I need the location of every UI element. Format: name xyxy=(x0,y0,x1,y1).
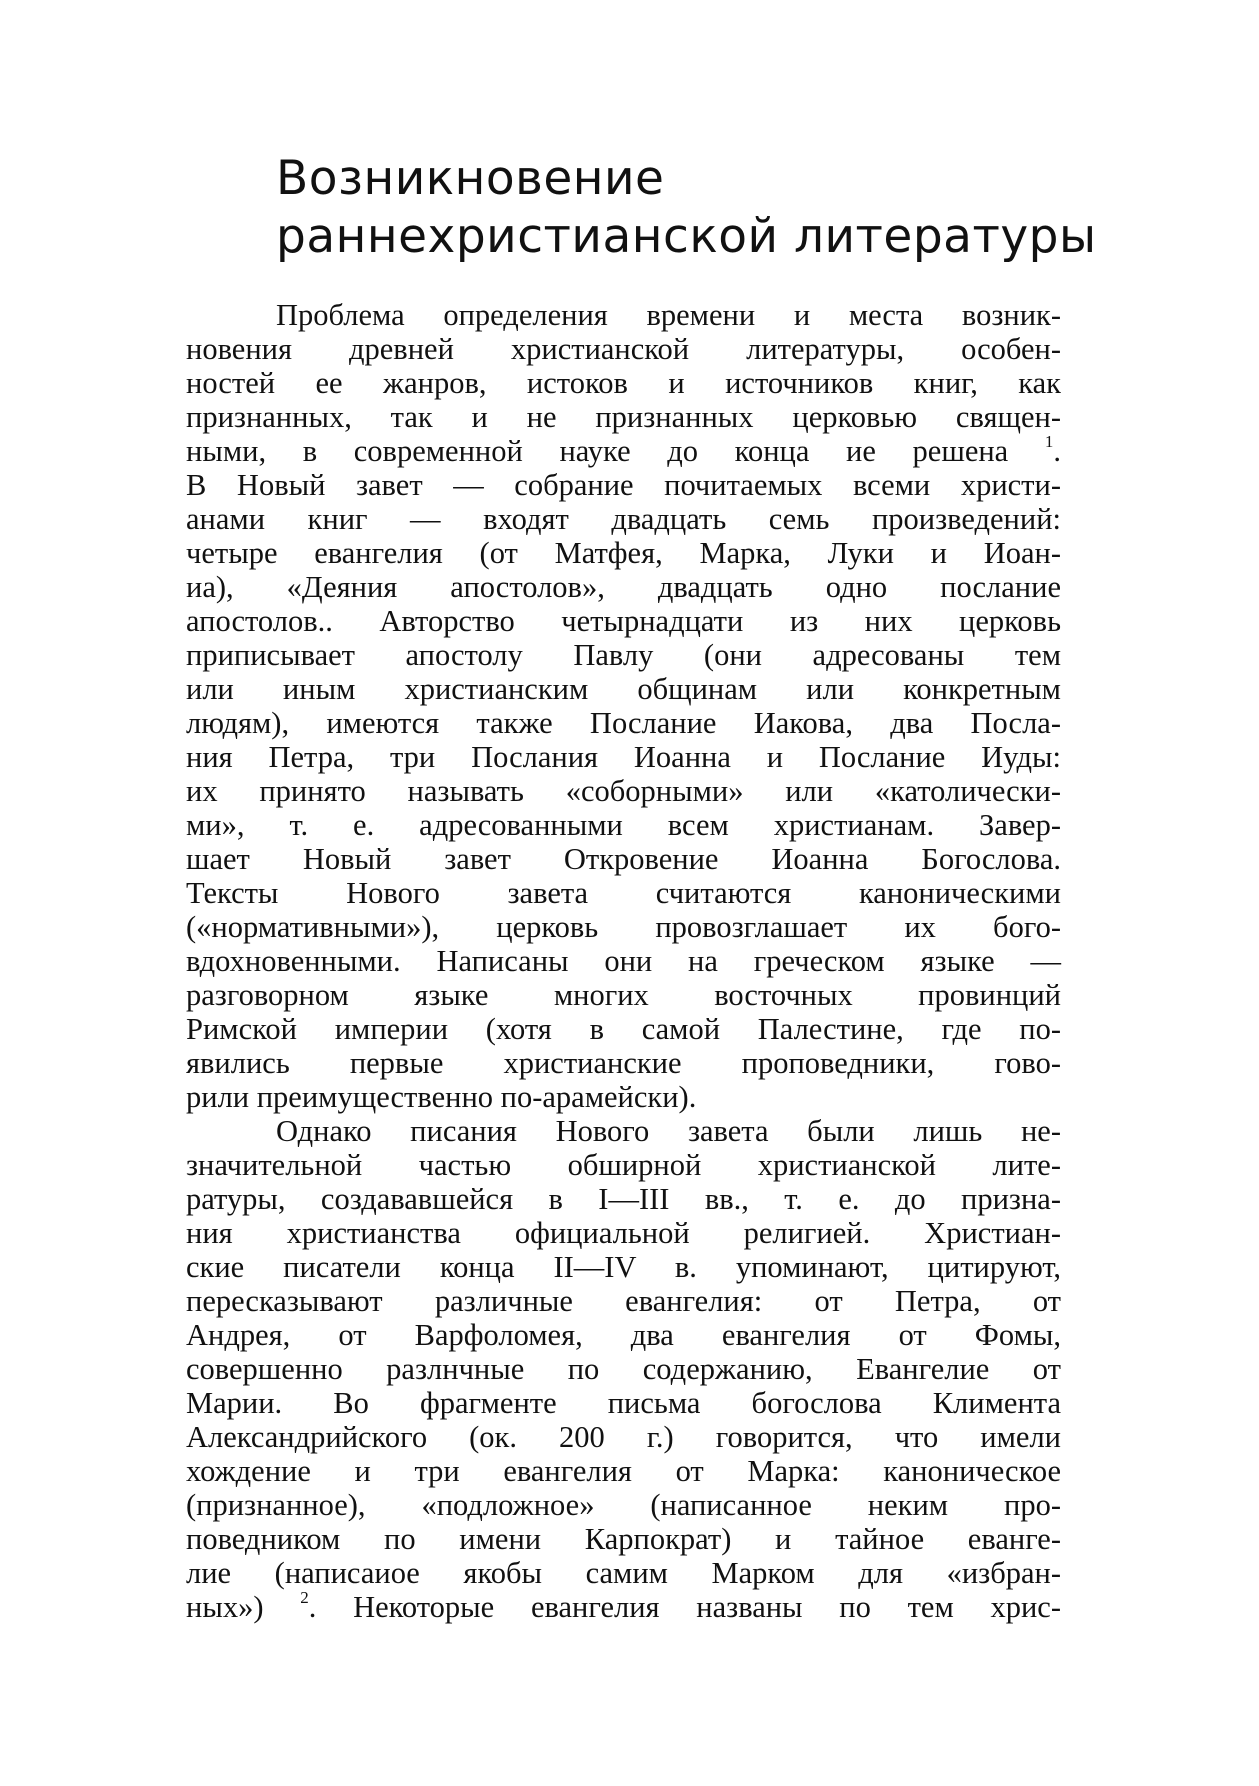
text-line: пересказывают различные евангелия: от Петра, от xyxy=(186,1284,1061,1318)
text-line: ностей ее жанров, истоков и источников книг, как xyxy=(186,366,1061,400)
footnote-punctuation: . xyxy=(1053,434,1061,468)
text-line: их принято называть «соборными» или «католически- xyxy=(186,774,1061,808)
text-line: (признанное), «подложное» (написанное неким про- xyxy=(186,1488,1061,1522)
text-line: совершенно разлнчные по содержанию, Евангелие от xyxy=(186,1352,1061,1386)
text-line: явились первые христианские проповедники, гово- xyxy=(186,1046,1061,1080)
text-line-segment: ных») xyxy=(186,1590,264,1624)
chapter-title xyxy=(276,150,1096,266)
text-line: четыре евангелия (от Матфея, Марка, Луки и Иоан- xyxy=(186,536,1061,570)
text-line: вдохновенными. Написаны они на греческом языке — xyxy=(186,944,1061,978)
text-line: Проблема определения времени и места возник- xyxy=(276,298,1061,332)
text-line: разговорном языке многих восточных провинций xyxy=(186,978,1061,1012)
body-text xyxy=(186,298,1061,1624)
text-line: Однако писания Нового завета были лишь не- xyxy=(276,1114,1061,1148)
chapter-title-line-1: Возникновение xyxy=(276,151,665,206)
text-line: ми», т. е. адресованными всем христианам. Завер- xyxy=(186,808,1061,842)
text-line: Марии. Во фрагменте письма богослова Климента xyxy=(186,1386,1061,1420)
text-line: рили преимущественно по-арамейски). xyxy=(186,1080,697,1114)
text-line: («нормативными»), церковь провозглашает их бого- xyxy=(186,910,1061,944)
text-line: В Новый завет — собрание почитаемых всеми христи- xyxy=(186,468,1061,502)
text-line: хождение и три евангелия от Марка: каноническое xyxy=(186,1454,1061,1488)
text-line: ния Петра, три Послания Иоанна и Послание Иуды: xyxy=(186,740,1061,774)
text-line: приписывает апостолу Павлу (они адресованы тем xyxy=(186,638,1061,672)
text-line: анами книг — входят двадцать семь произведений: xyxy=(186,502,1061,536)
text-line: шает Новый завет Откровение Иоанна Богослова. xyxy=(186,842,1061,876)
footnote-marker: 2 xyxy=(300,1588,309,1607)
text-line xyxy=(186,434,1061,468)
text-line: лие (написаиое якобы самим Марком для «избран- xyxy=(186,1556,1061,1590)
text-line: иа), «Деяния апостолов», двадцать одно послание xyxy=(186,570,1061,604)
text-line: значительной частью обширной христианской лите- xyxy=(186,1148,1061,1182)
text-line: Александрийского (ок. 200 г.) говорится, что имели xyxy=(186,1420,1061,1454)
text-line-segment: . Некоторые евангелия названы по тем хрис- xyxy=(308,1590,1062,1624)
text-line xyxy=(186,1590,1061,1624)
text-line: признанных, так и не признанных церковью священ- xyxy=(186,400,1061,434)
text-line: ратуры, создававшейся в I—III вв., т. е. до призна- xyxy=(186,1182,1061,1216)
text-line: ния христианства официальной религией. Христиан- xyxy=(186,1216,1061,1250)
footnote-marker: 1 xyxy=(1044,432,1054,451)
text-line: апостолов.. Авторство четырнадцати из них церковь xyxy=(186,604,1061,638)
text-line: людям), имеются также Послание Иакова, два Посла- xyxy=(186,706,1061,740)
text-line: или иным христианским общинам или конкретным xyxy=(186,672,1061,706)
text-line: поведником по имени Карпократ) и тайное еванге- xyxy=(186,1522,1061,1556)
text-line: новения древней христианской литературы, особен- xyxy=(186,332,1061,366)
chapter-title-line-2: раннехристианской литературы xyxy=(276,209,1097,264)
text-line: Римской империи (хотя в самой Палестине, где по- xyxy=(186,1012,1061,1046)
text-line: Андрея, от Варфоломея, два евангелия от Фомы, xyxy=(186,1318,1061,1352)
text-line: Тексты Нового завета считаются каноническими xyxy=(186,876,1061,910)
text-line: ские писатели конца II—IV в. упоминают, цитируют, xyxy=(186,1250,1061,1284)
text-line-segment: ными, в современной науке до конца ие решена xyxy=(186,434,1009,468)
